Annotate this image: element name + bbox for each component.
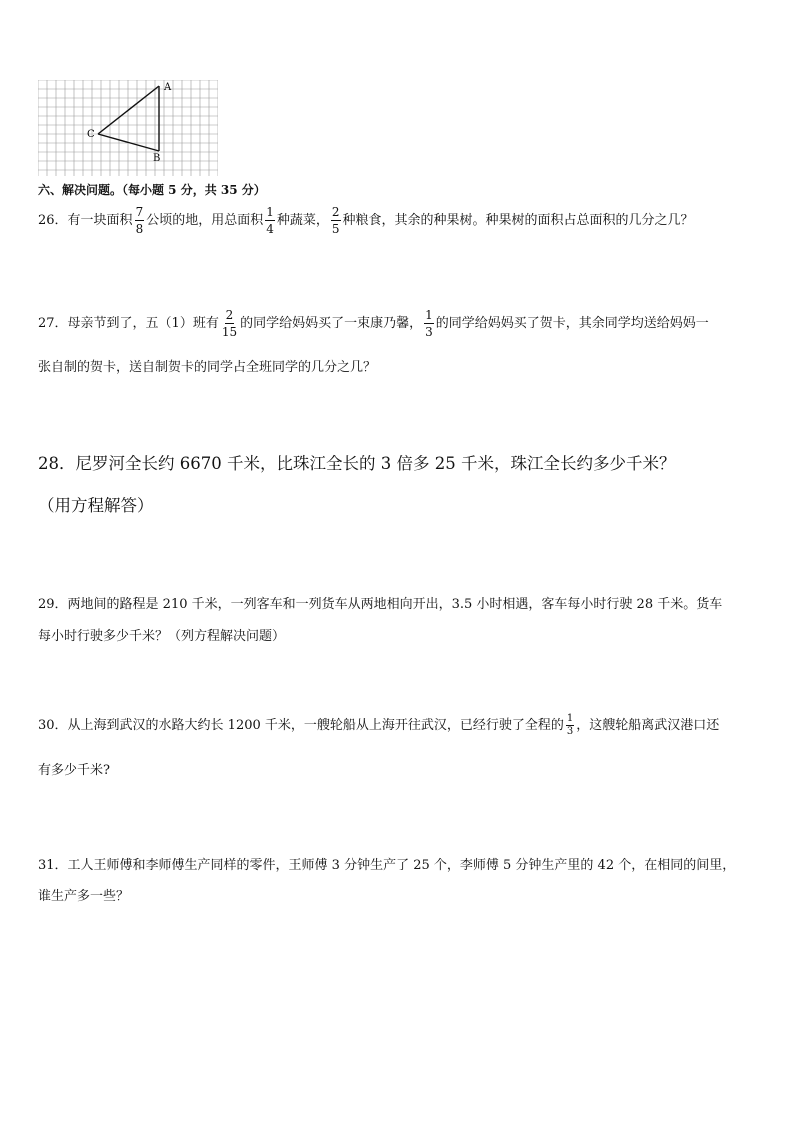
- q26-f2-den: 4: [266, 222, 274, 236]
- question-27: [38, 309, 709, 338]
- q30-fraction-1-3: [566, 714, 574, 737]
- q26-fraction-1-4: [265, 206, 275, 235]
- question-29-line-2: 每小时行驶多少千米？（列方程解决问题）: [38, 629, 286, 644]
- q26-f1-den: 8: [135, 222, 144, 236]
- q26-f1-num: 7: [135, 205, 144, 219]
- section-title: 六、解决问题。（每小题 5 分，共 35 分）: [38, 183, 266, 197]
- q27-f2-num: 1: [425, 308, 433, 322]
- q27-fraction-1-3: [424, 309, 434, 338]
- q26-text-4: 种粮食，其余的种果树。种果树的面积占总面积的几分之几？: [342, 213, 694, 228]
- vertex-label-b: B: [153, 153, 161, 164]
- triangle-side-cb: [98, 134, 159, 151]
- q27-f2-den: 3: [425, 325, 433, 339]
- q27-f1-num: 2: [225, 308, 234, 322]
- question-31-line-2: 谁生产多一些？: [38, 889, 130, 904]
- question-30-line-2: 有多少千米?: [38, 763, 110, 778]
- question-27-line-2: 张自制的贺卡，送自制贺卡的同学占全班同学的几分之几？: [38, 360, 377, 375]
- q30-f1-den: 3: [566, 726, 574, 737]
- question-30: [38, 714, 719, 737]
- q26-text-2: 公顷的地，用总面积: [146, 213, 264, 228]
- q27-text-1: 母亲节到了，五（1）班有: [67, 316, 219, 331]
- question-28-line-1: 28．尼罗河全长约 6670 千米，比珠江全长的 3 倍多 25 千米，珠江全长约多少千米？: [38, 454, 676, 473]
- q30-text-2: ，这艘轮船离武汉港口还: [576, 718, 720, 733]
- q30-f1-num: 1: [566, 713, 574, 724]
- q26-f2-num: 1: [266, 205, 274, 219]
- triangle-side-ac: [98, 86, 159, 134]
- q27-number: 27．: [38, 316, 68, 331]
- q27-f1-den: 15: [221, 325, 238, 339]
- q26-fraction-2-5: [331, 206, 341, 235]
- question-29-line-1: 29．两地间的路程是 210 千米，一列客车和一列货车从两地相向开出，3.5 小时相遇，客车每小时行驶 28 千米。货车: [38, 597, 723, 612]
- q27-text-3: 的同学给妈妈买了贺卡，其余同学均送给妈妈一: [435, 316, 709, 331]
- q27-text-2: 的同学给妈妈买了一束康乃馨，: [240, 316, 423, 331]
- q27-fraction-2-15: [221, 309, 238, 338]
- q26-fraction-7-8: [135, 206, 145, 235]
- question-26: [38, 206, 694, 235]
- grid-triangle-figure: [38, 80, 218, 176]
- question-31-line-1: 31．工人王师傅和李师傅生产同样的零件，王师傅 3 分钟生产了 25 个，李师傅 5 分钟生产里的 42 个，在相同的间里，: [38, 858, 736, 873]
- q26-text-1: 有一块面积: [67, 213, 133, 228]
- question-28-line-2: （用方程解答）: [38, 496, 154, 515]
- q26-number: 26．: [38, 213, 68, 228]
- q30-text-1: 30．从上海到武汉的水路大约长 1200 千米，一艘轮船从上海开往武汉，已经行驶了全程的: [38, 718, 564, 733]
- q26-f3-den: 5: [331, 222, 340, 236]
- q26-text-3: 种蔬菜，: [276, 213, 329, 228]
- grid-lines: [38, 80, 218, 176]
- q26-f3-num: 2: [331, 205, 340, 219]
- vertex-label-a: A: [164, 82, 172, 93]
- vertex-label-c: C: [87, 129, 95, 140]
